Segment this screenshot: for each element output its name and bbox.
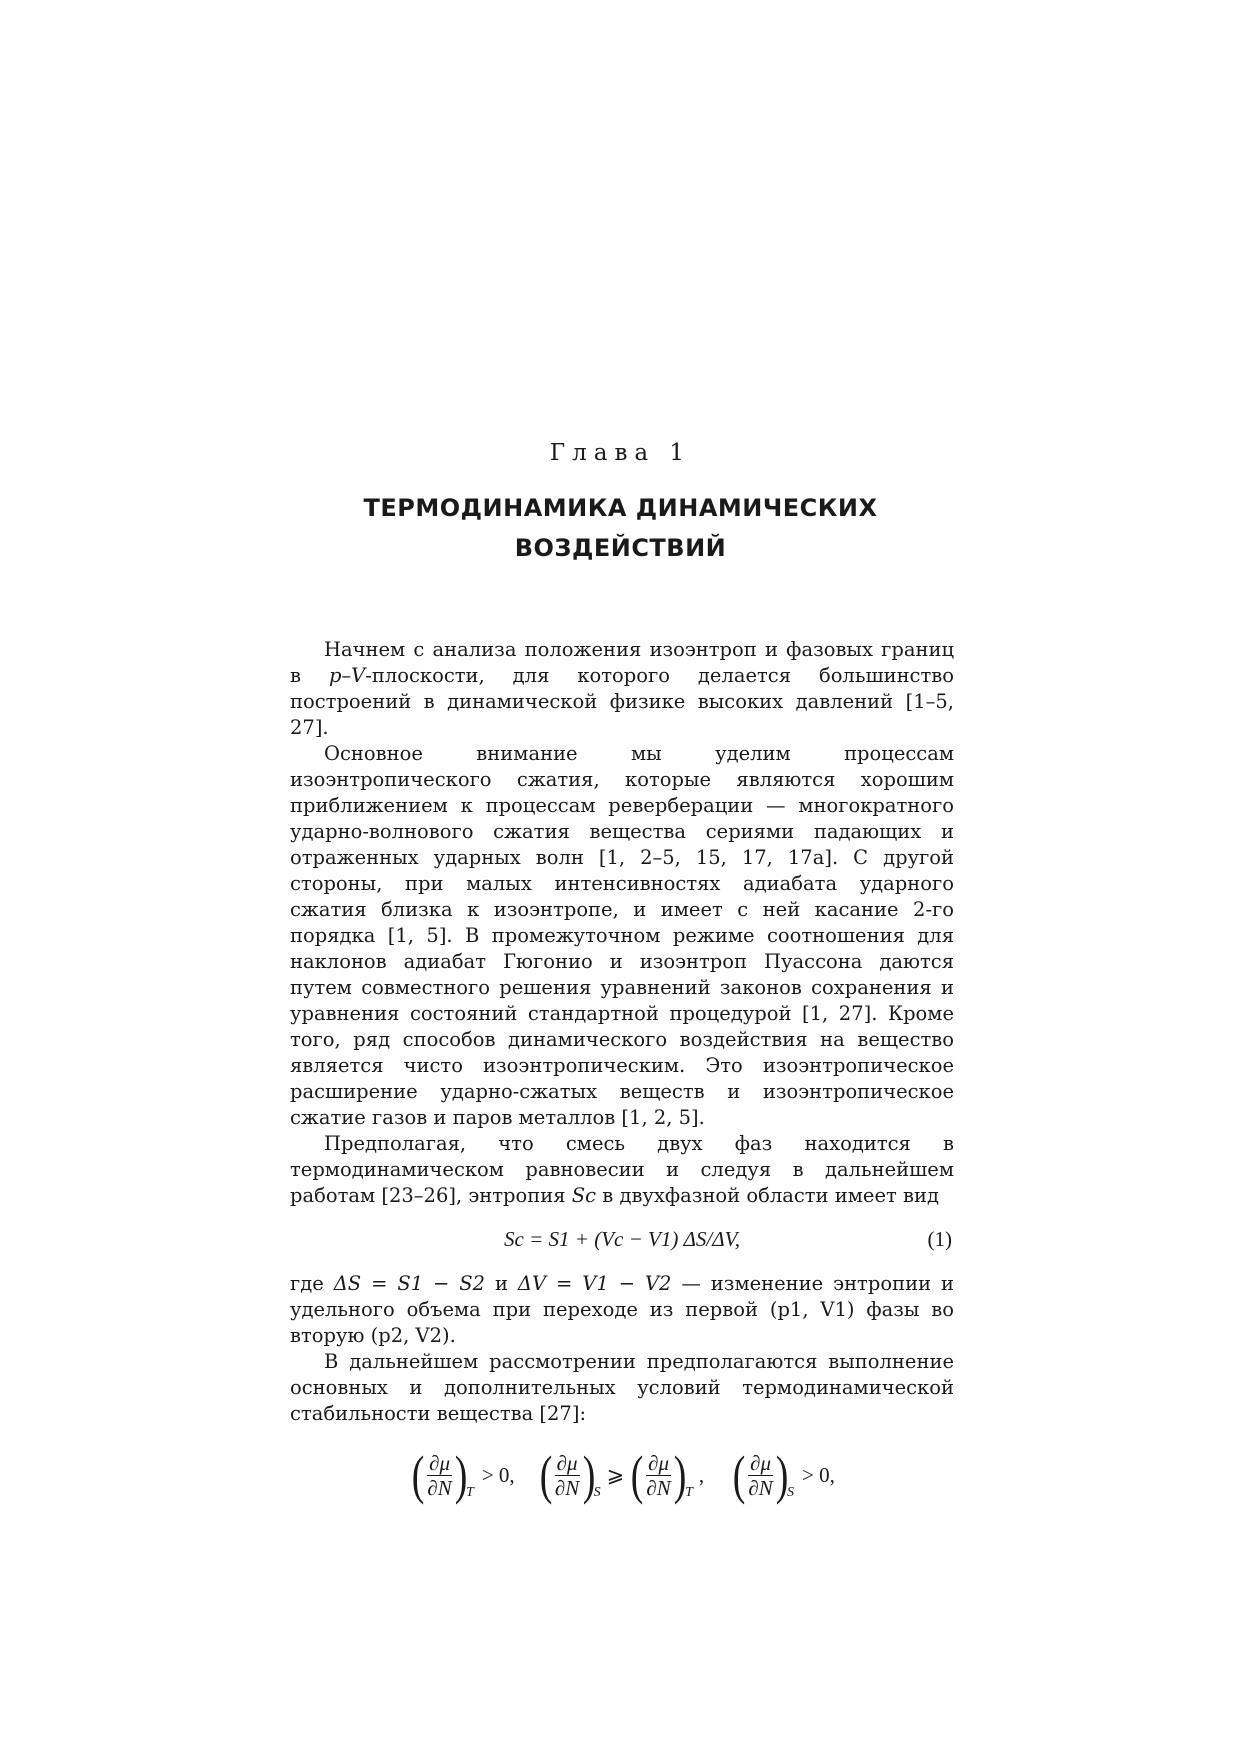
condition-2 — [537, 1445, 704, 1505]
fraction-denominator: ∂N — [427, 1475, 452, 1500]
condition-3 — [730, 1445, 835, 1505]
condition-1 — [409, 1445, 515, 1505]
p3-math: Sc — [571, 1184, 597, 1207]
subscript-t: T — [685, 1485, 693, 1500]
left-paren: ( — [411, 1445, 425, 1505]
comma: , — [698, 1462, 705, 1487]
right-paren: ) — [582, 1445, 595, 1505]
gt-zero: > 0, — [481, 1462, 515, 1487]
p4-text-a: где — [290, 1272, 334, 1295]
subscript-s: S — [787, 1485, 794, 1500]
p3-text-b: в двухфазной области имеет вид — [596, 1184, 939, 1207]
left-paren: ( — [732, 1445, 746, 1505]
p4-text-c: — изменение энтропии и удельного объема при переходе из первой (p1, V1) фазы во вторую (p2, V2). — [290, 1272, 954, 1347]
fraction-numerator: ∂μ — [648, 1450, 670, 1475]
fraction-numerator: ∂μ — [429, 1450, 451, 1475]
paragraph-2: Основное внимание мы уделим процессам изоэнтропического сжатия, которые являются хорошим приближением к процессам реверберации — многократного ударно-волнового сжатия вещества сериями падающих и отраженных ударных волн [1, 2–5, 15, 17, 17a]. С другой стороны, при малых интенсивностях адиабата ударного сжатия близка к изоэнтропе, и имеет с ней касание 2-го порядка [1, 5]. В промежуточном режиме соотношения для наклонов адиабат Гюгонио и изоэнтроп Пуассона даются путем совместного решения уравнений законов сохранения и уравнения состояний стандартной процедурой [1, 27]. Кроме того, ряд способов динамического воздействия на вещество является чисто изоэнтропическим. Это изоэнтропическое расширение ударно-сжатых веществ и изоэнтропическое сжатие газов и паров металлов [1, 2, 5]. — [290, 742, 954, 1129]
chapter-label: Глава 1 — [549, 440, 692, 466]
stability-conditions — [290, 1445, 954, 1525]
geq-sign: ⩾ — [606, 1462, 625, 1487]
p4-math-2: ΔV = V1 − V2 — [517, 1272, 672, 1295]
chapter-title — [0, 488, 1241, 568]
chapter-title-line-2: ВОЗДЕЙСТВИЙ — [514, 534, 727, 562]
equation-1 — [290, 1217, 954, 1265]
fraction-denominator: ∂N — [554, 1475, 580, 1500]
p3-text-a: Предполагая, что смесь двух фаз находится в термодинамическом равновесии и следуя в дальнейшем работам [23–26], энтропия — [290, 1132, 954, 1207]
fraction-numerator: ∂μ — [750, 1450, 772, 1475]
fraction-numerator: ∂μ — [556, 1450, 578, 1475]
p1-text-b: -плоскости, для которого делается большинство построений в динамической физике высоких давлений [1–5, 27]. — [290, 664, 954, 739]
body-text — [290, 637, 954, 1525]
p4-text-b: и — [485, 1272, 518, 1295]
subscript-t: T — [466, 1485, 474, 1500]
gt-zero: > 0, — [802, 1462, 835, 1487]
right-paren: ) — [775, 1445, 789, 1505]
right-paren: ) — [454, 1445, 468, 1505]
p1-text-a: Начнем с анализа положения изоэнтроп и фазовых границ в — [290, 638, 954, 687]
fraction-denominator: ∂N — [748, 1475, 773, 1500]
fraction-denominator: ∂N — [646, 1475, 671, 1500]
right-paren: ) — [673, 1445, 687, 1505]
paragraph-3 — [290, 1131, 954, 1209]
paragraph-5: В дальнейшем рассмотрении предполагаются выполнение основных и дополнительных условий термодинамической стабильности вещества [27]: — [290, 1350, 954, 1425]
equation-1-number: (1) — [927, 1227, 952, 1251]
paragraph-4 — [290, 1271, 954, 1349]
paragraph-1 — [290, 637, 954, 741]
p4-math-1: ΔS = S1 − S2 — [333, 1272, 486, 1295]
subscript-s: S — [593, 1485, 601, 1500]
left-paren: ( — [630, 1445, 644, 1505]
equation-1-formula: Sc = S1 + (Vc − V1) ΔS/ΔV, — [504, 1227, 740, 1251]
left-paren: ( — [539, 1445, 552, 1505]
chapter-title-line-1: ТЕРМОДИНАМИКА ДИНАМИЧЕСКИХ — [363, 494, 878, 522]
p1-math: p–V — [328, 664, 366, 687]
